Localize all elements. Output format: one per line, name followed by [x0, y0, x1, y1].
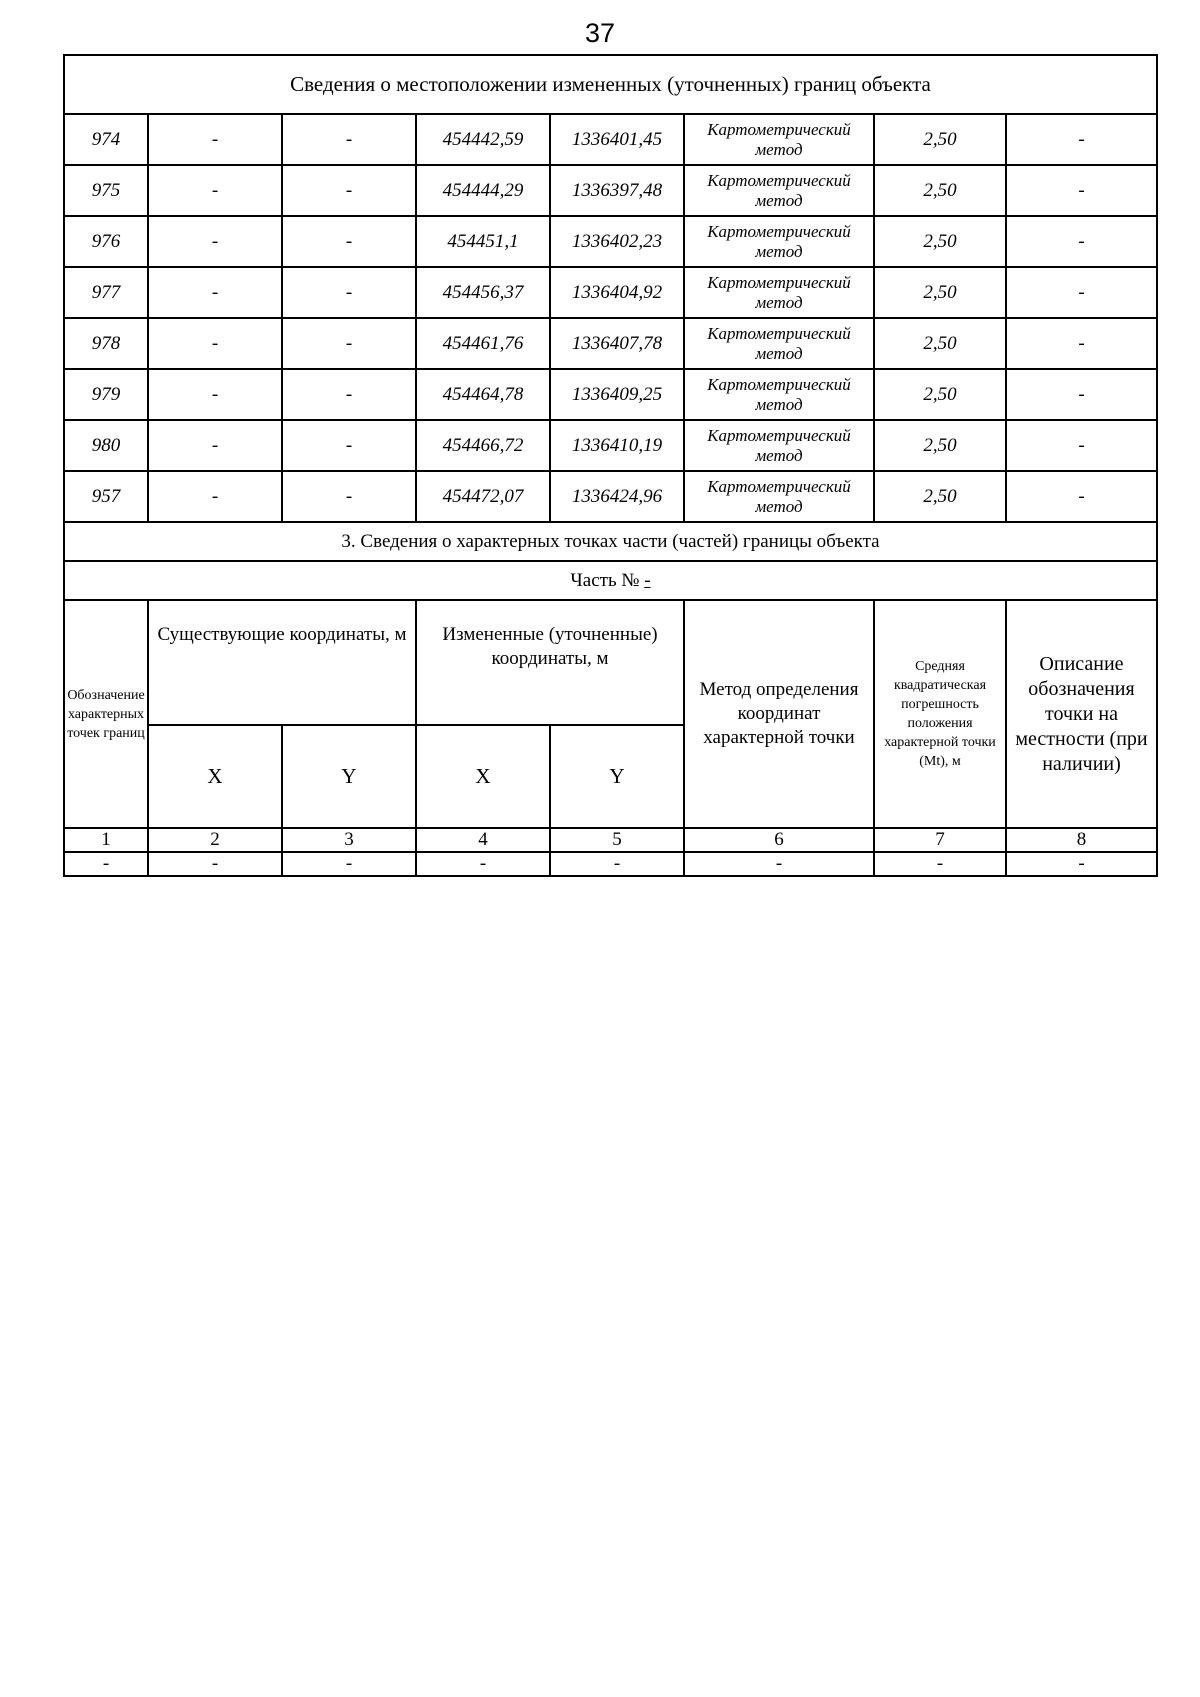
mt-value-cell: 2,50 — [874, 216, 1006, 267]
header-existing: Существующие координаты, м — [148, 600, 416, 725]
existing-x-cell: - — [148, 165, 282, 216]
existing-y-cell: - — [282, 369, 416, 420]
changed-x-cell: 454456,37 — [416, 267, 550, 318]
table-row — [64, 369, 1157, 420]
table-title-row — [64, 55, 1157, 114]
changed-x-cell: 454461,76 — [416, 318, 550, 369]
existing-x-cell: - — [148, 420, 282, 471]
point-number-cell: 980 — [64, 420, 148, 471]
column-number: 2 — [148, 828, 282, 852]
empty-cell: - — [874, 852, 1006, 876]
existing-x-cell: - — [148, 471, 282, 522]
header-existing-x: X — [148, 725, 282, 828]
empty-cell: - — [550, 852, 684, 876]
header-changed: Измененные (уточненные) координаты, м — [416, 600, 684, 725]
column-number: 1 — [64, 828, 148, 852]
description-cell: - — [1006, 267, 1157, 318]
empty-data-row — [64, 852, 1157, 876]
table-row — [64, 471, 1157, 522]
point-number-cell: 974 — [64, 114, 148, 165]
section3-title-row — [64, 522, 1157, 561]
changed-x-cell: 454442,59 — [416, 114, 550, 165]
description-cell: - — [1006, 114, 1157, 165]
point-number-cell: 975 — [64, 165, 148, 216]
changed-x-cell: 454451,1 — [416, 216, 550, 267]
point-number-cell: 957 — [64, 471, 148, 522]
method-cell: Картометрический метод — [684, 420, 874, 471]
column-number: 3 — [282, 828, 416, 852]
column-number: 7 — [874, 828, 1006, 852]
point-number-cell: 977 — [64, 267, 148, 318]
point-number-cell: 976 — [64, 216, 148, 267]
column-number-row — [64, 828, 1157, 852]
empty-cell: - — [416, 852, 550, 876]
header-changed-x: X — [416, 725, 550, 828]
table-title: Сведения о местоположении измененных (уточненных) границ объекта — [64, 55, 1157, 114]
changed-y-cell: 1336409,25 — [550, 369, 684, 420]
empty-cell: - — [282, 852, 416, 876]
mt-value-cell: 2,50 — [874, 114, 1006, 165]
description-cell: - — [1006, 471, 1157, 522]
existing-y-cell: - — [282, 318, 416, 369]
header-changed-y: Y — [550, 725, 684, 828]
method-cell: Картометрический метод — [684, 318, 874, 369]
header-mt: Средняя квадратическая погрешность положения характерной точки (Mt), м — [874, 600, 1006, 828]
existing-y-cell: - — [282, 267, 416, 318]
changed-y-cell: 1336410,19 — [550, 420, 684, 471]
part-label: Часть № — [570, 569, 640, 591]
part-cell — [64, 561, 1157, 600]
table-row — [64, 114, 1157, 165]
changed-x-cell: 454464,78 — [416, 369, 550, 420]
existing-x-cell: - — [148, 369, 282, 420]
table-row — [64, 267, 1157, 318]
part-value: - — [644, 569, 651, 591]
table-row — [64, 420, 1157, 471]
empty-cell: - — [684, 852, 874, 876]
changed-x-cell: 454466,72 — [416, 420, 550, 471]
method-cell: Картометрический метод — [684, 165, 874, 216]
existing-y-cell: - — [282, 471, 416, 522]
header-designation: Обозначение характерных точек границ — [64, 600, 148, 828]
empty-cell: - — [148, 852, 282, 876]
changed-y-cell: 1336407,78 — [550, 318, 684, 369]
method-cell: Картометрический метод — [684, 216, 874, 267]
column-number: 6 — [684, 828, 874, 852]
part-row — [64, 561, 1157, 600]
description-cell: - — [1006, 216, 1157, 267]
section3-title: 3. Сведения о характерных точках части (частей) границы объекта — [64, 522, 1157, 561]
column-number: 4 — [416, 828, 550, 852]
existing-x-cell: - — [148, 267, 282, 318]
table-row — [64, 216, 1157, 267]
mt-value-cell: 2,50 — [874, 471, 1006, 522]
method-cell: Картометрический метод — [684, 267, 874, 318]
mt-value-cell: 2,50 — [874, 165, 1006, 216]
existing-y-cell: - — [282, 114, 416, 165]
existing-y-cell: - — [282, 216, 416, 267]
changed-y-cell: 1336404,92 — [550, 267, 684, 318]
table-row — [64, 165, 1157, 216]
existing-y-cell: - — [282, 165, 416, 216]
empty-cell: - — [1006, 852, 1157, 876]
existing-x-cell: - — [148, 114, 282, 165]
empty-cell: - — [64, 852, 148, 876]
existing-y-cell: - — [282, 420, 416, 471]
mt-value-cell: 2,50 — [874, 420, 1006, 471]
mt-value-cell: 2,50 — [874, 369, 1006, 420]
table-row — [64, 318, 1157, 369]
changed-y-cell: 1336402,23 — [550, 216, 684, 267]
description-cell: - — [1006, 318, 1157, 369]
header-existing-y: Y — [282, 725, 416, 828]
header-row-top — [64, 600, 1157, 725]
mt-value-cell: 2,50 — [874, 318, 1006, 369]
changed-y-cell: 1336424,96 — [550, 471, 684, 522]
existing-x-cell: - — [148, 318, 282, 369]
changed-y-cell: 1336397,48 — [550, 165, 684, 216]
point-number-cell: 978 — [64, 318, 148, 369]
column-number: 5 — [550, 828, 684, 852]
description-cell: - — [1006, 369, 1157, 420]
changed-y-cell: 1336401,45 — [550, 114, 684, 165]
page-number: 37 — [584, 18, 616, 48]
point-number-cell: 979 — [64, 369, 148, 420]
method-cell: Картометрический метод — [684, 369, 874, 420]
method-cell: Картометрический метод — [684, 471, 874, 522]
boundary-table — [63, 54, 1158, 877]
column-number: 8 — [1006, 828, 1157, 852]
description-cell: - — [1006, 420, 1157, 471]
header-description: Описание обозначения точки на местности (при наличии) — [1006, 600, 1157, 828]
header-method: Метод определения координат характерной точки — [684, 600, 874, 828]
mt-value-cell: 2,50 — [874, 267, 1006, 318]
method-cell: Картометрический метод — [684, 114, 874, 165]
description-cell: - — [1006, 165, 1157, 216]
changed-x-cell: 454472,07 — [416, 471, 550, 522]
existing-x-cell: - — [148, 216, 282, 267]
changed-x-cell: 454444,29 — [416, 165, 550, 216]
